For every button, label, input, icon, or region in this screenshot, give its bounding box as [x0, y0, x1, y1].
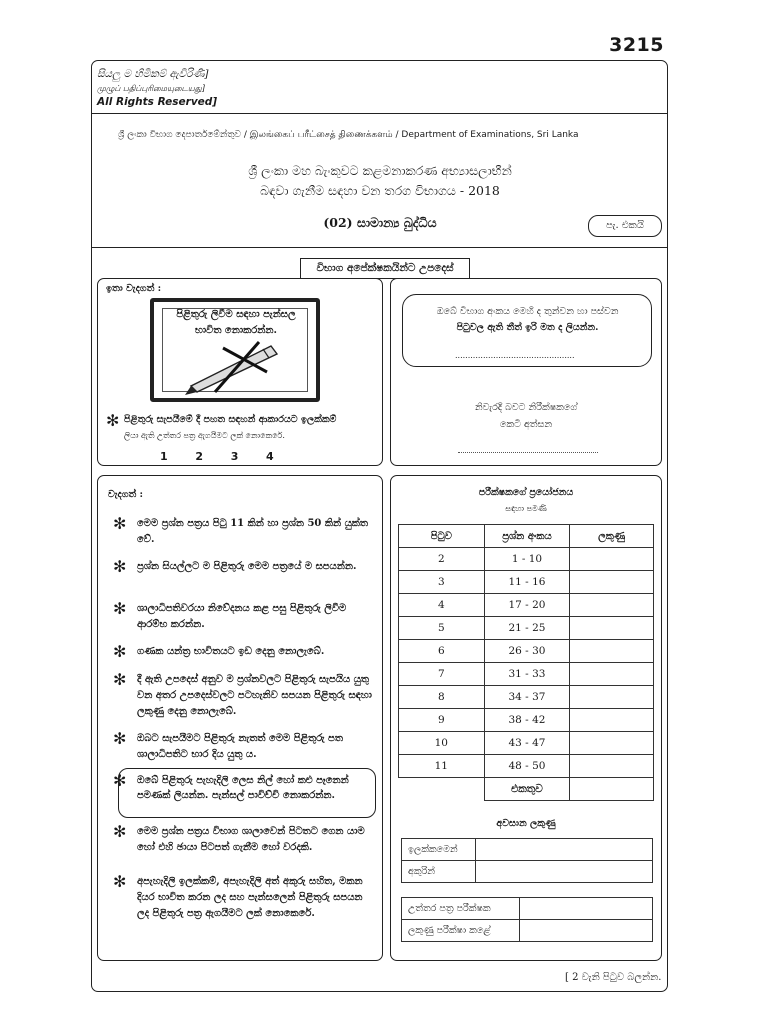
column-header-questions: ප්‍රශ්න අංකය	[484, 525, 570, 548]
exam-title-line1: ශ්‍රී ලංකා මහ බැංකුවට කළමනාකරණ අභ්‍යාසලාභීන්	[248, 163, 512, 178]
star-icon: ✻	[113, 599, 127, 618]
marks-checked-field[interactable]	[520, 920, 653, 942]
star-icon: ✻	[113, 557, 127, 576]
marks-cell[interactable]	[570, 594, 654, 617]
questions-cell: 31 - 33	[484, 663, 570, 686]
star-icon: ✻	[113, 729, 127, 748]
turn-page-note: [ 2 වැනි පිටුව බලන්න.	[565, 972, 662, 983]
final-marks-table	[401, 838, 653, 883]
page-cell: 9	[399, 709, 485, 732]
total-row	[399, 778, 654, 801]
crossed-pencil-icon	[185, 340, 285, 396]
department-line: ශ්‍රී ලංකා විභාග දෙපාර්තමේන්තුව / இலங்கைப் பரீட்சைத் திணைக்களம் / Department of Examinations, Sri Lanka	[118, 130, 579, 140]
questions-cell: 1 - 10	[484, 548, 570, 571]
marks-cell[interactable]	[570, 732, 654, 755]
final-marks-label: අවසාන ලකුණු	[496, 818, 556, 829]
table-row	[399, 640, 654, 663]
answer-examiner-label: උත්තර පත්‍ර පරීක්ෂක	[402, 898, 520, 920]
table-row	[399, 571, 654, 594]
star-icon: ✻	[113, 642, 127, 661]
copyright-english: All Rights Reserved]	[97, 96, 218, 108]
page-cell: 2	[399, 548, 485, 571]
marks-cell[interactable]	[570, 571, 654, 594]
table-row	[399, 548, 654, 571]
page-cell: 7	[399, 663, 485, 686]
instruction-item: මෙම ප්‍රශ්න පත්‍රය විභාග ශාලාවෙන් පිටතට ගෙන යාම හෝ එහි ඡායා පිටපත් ගැනීම හෝ වරදකි.	[137, 826, 365, 853]
marks-cell[interactable]	[570, 640, 654, 663]
example-caption-2: භාවිත නොකරන්න.	[194, 325, 278, 336]
questions-cell: 48 - 50	[484, 755, 570, 778]
instruction-item: ඔබේ පිළිතුරු පැහැදිලි ලෙස නිල් හෝ කළු පෑනෙන් පමණක් ලියන්න. පැන්සල් පාවිච්චි නොකරන්න.	[137, 775, 349, 801]
duration-badge: පැ. එකයි	[588, 215, 662, 237]
divider-header	[91, 247, 668, 248]
table-row	[399, 617, 654, 640]
questions-cell: 26 - 30	[484, 640, 570, 663]
marks-cell[interactable]	[570, 709, 654, 732]
in-words-field[interactable]	[476, 861, 653, 883]
instruction-item: අපැහැදිලි ඉලක්කම්, අපැහැදිලි අත් අකුරු සහිත, මකන දියර භාවිත කරන ලද සහ පැන්සලෙන් පිළිතුරු සපයන ලද පිළිතුරු පත්‍ර ඇගයීමට ලක් නොකෙරේ.	[137, 876, 363, 919]
page-cell: 10	[399, 732, 485, 755]
example-note-2: ලියා ඇති උත්තර පත්‍ර ඇගයීමට ලක් නොකෙරේ.	[124, 431, 285, 440]
marks-checked-label: ලකුණු පරීක්ෂා කළේ	[402, 920, 520, 942]
instruction-item: ප්‍රශ්න සියල්ලට ම පිළිතුරු මෙම පත්‍රයේ ම සපයන්න.	[137, 561, 357, 572]
questions-cell: 17 - 20	[484, 594, 570, 617]
index-box-text-2: පිටුවල ඇති තීත් ඉරි මත ද ලියන්න.	[456, 322, 599, 333]
page-cell: 5	[399, 617, 485, 640]
index-dots: ...............................................	[455, 351, 575, 360]
table-row	[399, 755, 654, 778]
answer-examiner-field[interactable]	[520, 898, 653, 920]
sample-digits	[160, 450, 274, 463]
questions-cell: 21 - 25	[484, 617, 570, 640]
questions-cell: 43 - 47	[484, 732, 570, 755]
table-row	[399, 709, 654, 732]
table-row	[399, 686, 654, 709]
paper-serial-code: 3215	[609, 34, 664, 56]
marks-cell[interactable]	[570, 755, 654, 778]
table-row	[399, 594, 654, 617]
marks-cell[interactable]	[570, 548, 654, 571]
marks-cell[interactable]	[570, 686, 654, 709]
page-cell: 8	[399, 686, 485, 709]
star-icon: ✻	[113, 771, 127, 790]
instruction-item: දී ඇති උපදෙස් අනුව ම ප්‍රශ්නවලට පිළිතුරු සැපයිය යුතු වන අතර උපදෙස්වලට පටහැනිව සපයන පිළිතුරු සඳහා ලකුණු දෙනු නොලැබේ.	[137, 674, 372, 717]
example-note-1: පිළිතුරු සැපයීමේ දී පහත සඳහන් ආකාරයට ඉලක්කම්	[124, 414, 337, 425]
page-cell: 4	[399, 594, 485, 617]
page-cell: 3	[399, 571, 485, 594]
important-heading: වැදගත් :	[108, 489, 144, 500]
exam-title-line2: බඳවා ගැනීම සඳහා වන තරග විභාගය - 2018	[260, 183, 500, 198]
example-heading: ඉතා වැදගත් :	[106, 283, 162, 294]
in-words-label: අකුරින්	[402, 861, 476, 883]
star-icon: ✻	[113, 514, 127, 533]
instruction-item: ඔබට සැපයීමට පිළිතුරු නැතත් මෙම පිළිතුරු පත ශාලාධිපතිට භාර දිය යුතු ය.	[137, 733, 343, 760]
questions-cell: 11 - 16	[484, 571, 570, 594]
sample-digit: 4	[266, 450, 274, 463]
column-header-page: පිටුව	[399, 525, 485, 548]
star-icon: ✻	[113, 872, 127, 891]
example-caption-1: පිළිතුරු ලිවීම සඳහා පැන්සල	[176, 309, 296, 320]
instruction-item: ශාලාධිපතිවරයා නිවේදනය කළ පසු පිළිතුරු ලිවීම ආරම්භ කරන්න.	[137, 603, 347, 630]
sample-digit: 2	[195, 450, 203, 463]
page-cell: 11	[399, 755, 485, 778]
marks-cell[interactable]	[570, 617, 654, 640]
table-row	[399, 663, 654, 686]
divider-top	[91, 113, 668, 114]
questions-cell: 34 - 37	[484, 686, 570, 709]
in-figures-field[interactable]	[476, 839, 653, 861]
instruction-item: ගණක යන්ත්‍ර භාවිතයට ඉඩ දෙනු නොලැබේ.	[137, 646, 325, 657]
star-icon: ✻	[113, 670, 127, 689]
sample-digit: 3	[230, 450, 239, 463]
supervisor-sign-label-1: නිවැරදි බවට නිරීක්ෂකගේ	[474, 402, 578, 413]
supervisor-sign-line[interactable]	[458, 452, 598, 453]
copyright-sinhala: සියලු ම හිමිකම් ඇවිරිණි]	[97, 68, 209, 80]
marks-table	[398, 524, 654, 801]
in-figures-label: ඉලක්කමෙන්	[402, 839, 476, 861]
marks-cell[interactable]	[570, 663, 654, 686]
supervisor-sign-label-2: කෙටි අත්සන	[499, 419, 553, 430]
star-icon: ✻	[113, 822, 127, 841]
instruction-item: මෙම ප්‍රශ්න පත්‍රය පිටු 11 කින් හා ප්‍රශ්න 50 කින් යුක්ත වේ.	[137, 518, 369, 545]
examiner-subheading: සඳහා පමණි	[505, 504, 547, 513]
total-marks-cell[interactable]	[570, 778, 654, 801]
copyright-tamil: முழுப் பதிப்புரிமையுடையது]	[97, 84, 205, 93]
index-box-text-1: ඔබේ විභාග අංකය මෙහි ද තුන්වන හා පස්වන	[436, 306, 619, 317]
instructions-banner: විභාග අපේක්ෂකයින්ට උපදෙස්	[300, 258, 470, 279]
exam-subject: (02) සාමාන්‍ය බුද්ධිය	[323, 215, 437, 230]
table-row	[399, 732, 654, 755]
examiner-heading: පරීක්ෂකගේ ප්‍රයෝජනය	[478, 487, 574, 498]
star-icon: ✻	[106, 411, 120, 430]
examiner-signature-table	[401, 897, 653, 942]
total-label: එකතුව	[484, 778, 570, 801]
page-cell: 6	[399, 640, 485, 663]
sample-digit: 1	[160, 450, 168, 463]
column-header-marks: ලකුණු	[570, 525, 654, 548]
questions-cell: 38 - 42	[484, 709, 570, 732]
